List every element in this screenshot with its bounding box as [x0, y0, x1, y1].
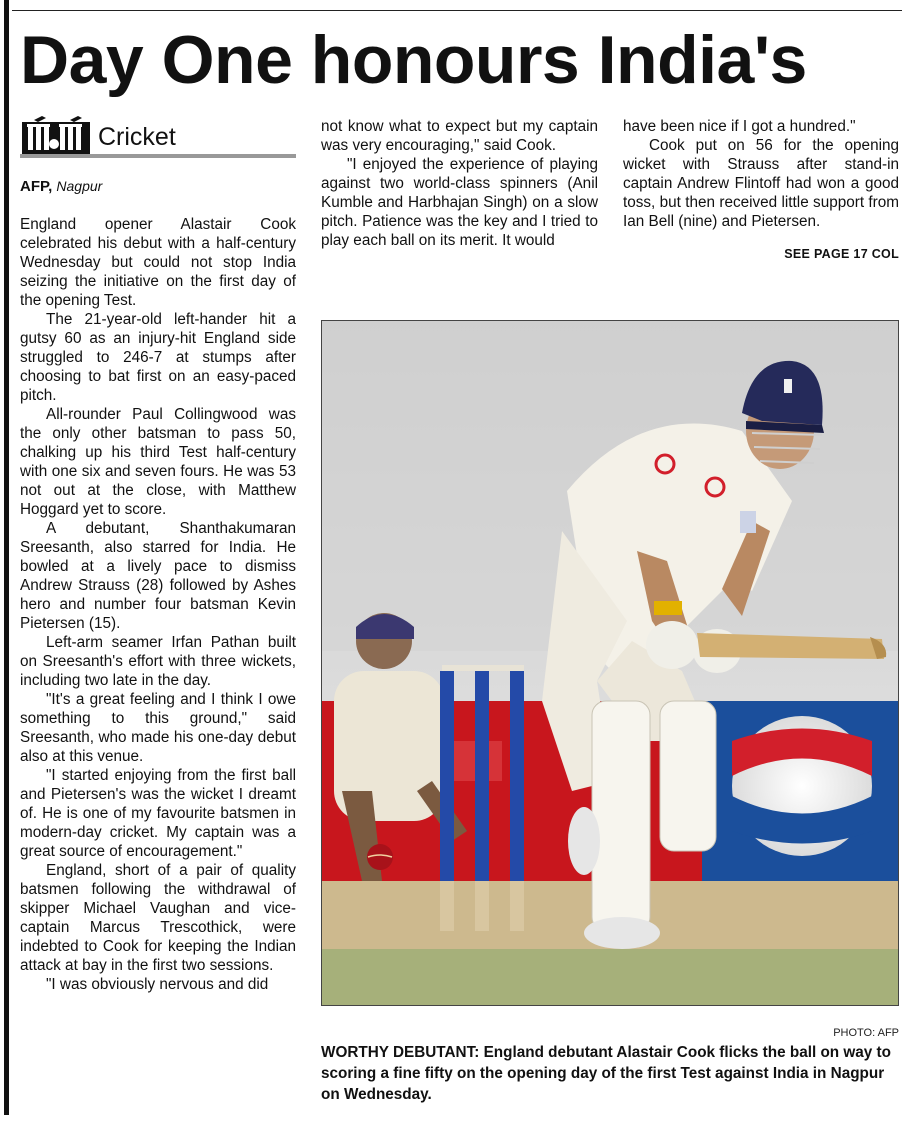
- section-header: [20, 114, 296, 158]
- article-column-1: [20, 215, 296, 1115]
- photo-credit: PHOTO: AFP: [833, 1027, 899, 1039]
- headline: Day One honours India's: [20, 22, 807, 98]
- byline-place: Nagpur: [56, 178, 103, 194]
- paragraph: England opener Alastair Cook celebrated his debut with a half-century Wednesday but could not stop India seizing the initiative on the first day of the opening Test.: [20, 216, 296, 309]
- paragraph: "It's a great feeling and I think I owe something to this ground," said Sreesanth, who made his one-day debut also at this venue.: [20, 691, 296, 765]
- paragraph: have been nice if I got a hundred.": [623, 118, 856, 135]
- paragraph: The 21-year-old left-hander hit a gutsy 60 as an injury-hit England side struggled to 246-7 at stumps after choosing to bat first on an easy-paced pitch.: [20, 311, 296, 404]
- paragraph: Cook put on 56 for the opening wicket with Strauss after stand-in captain Andrew Flintoff had won a good toss, but then received little support from Ian Bell (nine) and Pietersen.: [623, 137, 899, 230]
- paragraph: not know what to expect but my captain was very encouraging," said Cook.: [321, 118, 598, 154]
- cricket-wickets-icon: [20, 116, 92, 156]
- continuation-note: SEE PAGE 17 COL: [784, 247, 899, 261]
- top-rule: [12, 10, 902, 11]
- news-photo: [321, 320, 899, 1006]
- paragraph: All-rounder Paul Collingwood was the only other batsman to pass 50, chalking up his third Test half-century with one six and seven fours. He was 53 not out at the close, with Matthew Hoggard yet to score.: [20, 406, 296, 518]
- section-label: Cricket: [98, 123, 176, 151]
- batsman-photo: [322, 321, 899, 1006]
- left-column-rule: [4, 0, 9, 1115]
- paragraph: Left-arm seamer Irfan Pathan built on Sreesanth's effort with three wickets, including two late in the day.: [20, 634, 296, 689]
- paragraph: "I started enjoying from the first ball and Pietersen's was the wicket I dreamt of. He is one of my favourite batsmen in modern-day cricket. My captain was a great source of encouragement.": [20, 767, 296, 860]
- paragraph: A debutant, Shanthakumaran Sreesanth, also starred for India. He bowled at a lively pace to dismiss Andrew Strauss (28) followed by Ashes hero and number four batsman Kevin Pietersen (15).: [20, 520, 296, 632]
- article-column-2: [321, 117, 598, 250]
- paragraph: England, short of a pair of quality batsmen following the withdrawal of skipper Michael Vaughan and vice-captain Marcus Trescothick, were indebted to Cook for keeping the Indian attack at bay in the first two sessions.: [20, 862, 296, 974]
- paragraph: "I was obviously nervous and did: [46, 976, 269, 993]
- section-underline: [20, 154, 296, 158]
- paragraph: "I enjoyed the experience of playing against two world-class spinners (Anil Kumble and Harbhajan Singh) on a slow pitch. Patience was the key and I tried to play each ball on its merit. It would: [321, 156, 598, 249]
- byline-agency: AFP,: [20, 178, 53, 195]
- article-column-3: [623, 117, 899, 264]
- byline: [20, 176, 102, 197]
- photo-caption: WORTHY DEBUTANT: England debutant Alastair Cook flicks the ball on way to scoring a fine fifty on the opening day of the first Test against India in Nagpur on Wednesday.: [321, 1044, 891, 1103]
